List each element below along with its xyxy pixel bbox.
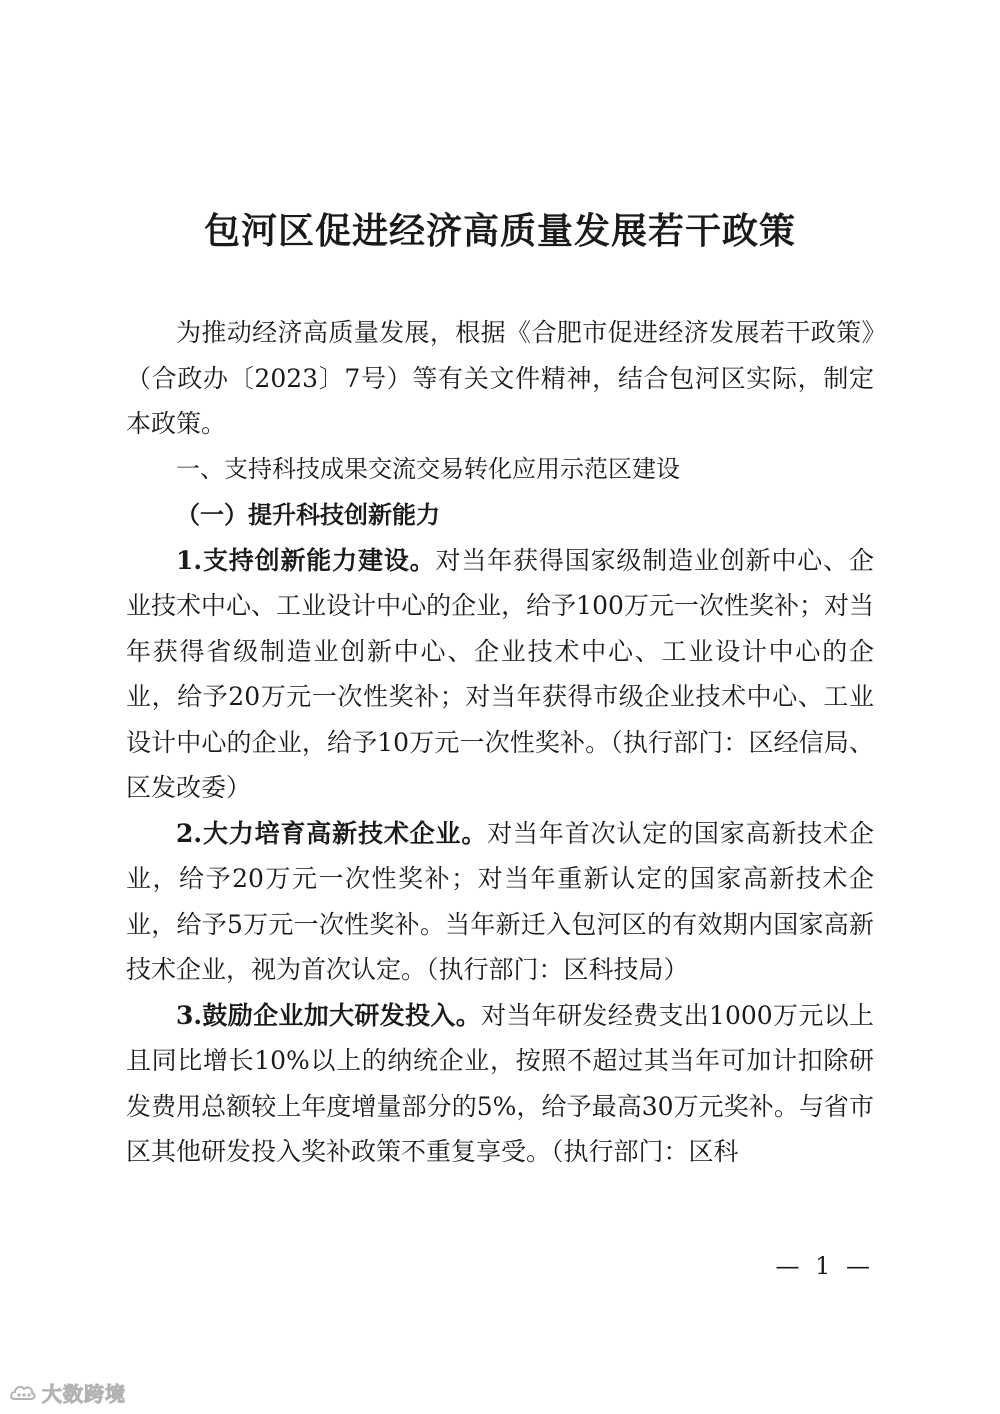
- document-body: [126, 310, 874, 1175]
- policy-item-1: [126, 538, 874, 811]
- policy-item-2-lead: 2.大力培育高新技术企业。: [176, 818, 488, 848]
- policy-item-3: [126, 993, 874, 1175]
- watermark: [8, 1378, 126, 1407]
- policy-item-1-text: 对当年获得国家级制造业创新中心、企业技术中心、工业设计中心的企业，给予100万元一次性奖补；对当年获得省级制造业创新中心、企业技术中心、工业设计中心的企业，给予20万元一次性奖补；对当年获得市级企业技术中心、工业设计中心的企业，给予10万元一次性奖补。（执行部门：区经信局、区发改委）: [126, 545, 874, 802]
- watermark-text: 大数跨境: [42, 1382, 126, 1406]
- intro-paragraph: 为推动经济高质量发展，根据《合肥市促进经济发展若干政策》（合政办〔2023〕7号）等有关文件精神，结合包河区实际，制定本政策。: [126, 318, 874, 438]
- section-heading: 一、支持科技成果交流交易转化应用示范区建设: [176, 454, 680, 483]
- page-number: — 1 —: [775, 1252, 874, 1280]
- policy-item-3-text: 对当年研发经费支出1000万元以上且同比增长10%以上的纳统企业，按照不超过其当年可加计扣除研发费用总额较上年度增量部分的5%，给予最高30万元奖补。与省市区其他研发投入奖补政策不重复享受。（执行部门：区科: [126, 1000, 875, 1166]
- policy-item-1-lead: 1.支持创新能力建设。: [176, 545, 436, 575]
- cloud-logo-icon: [8, 1379, 36, 1407]
- document-title: 包河区促进经济高质量发展若干政策: [203, 211, 796, 252]
- subsection-heading: （一）提升科技创新能力: [176, 500, 440, 529]
- policy-item-2: [126, 811, 874, 993]
- policy-item-2-text: 对当年首次认定的国家高新技术企业，给予20万元一次性奖补；对当年重新认定的国家高新技术企业，给予5万元一次性奖补。当年新迁入包河区的有效期内国家高新技术企业，视为首次认定。（执行部门：区科技局）: [126, 818, 874, 984]
- policy-item-3-lead: 3.鼓励企业加大研发投入。: [176, 1000, 482, 1030]
